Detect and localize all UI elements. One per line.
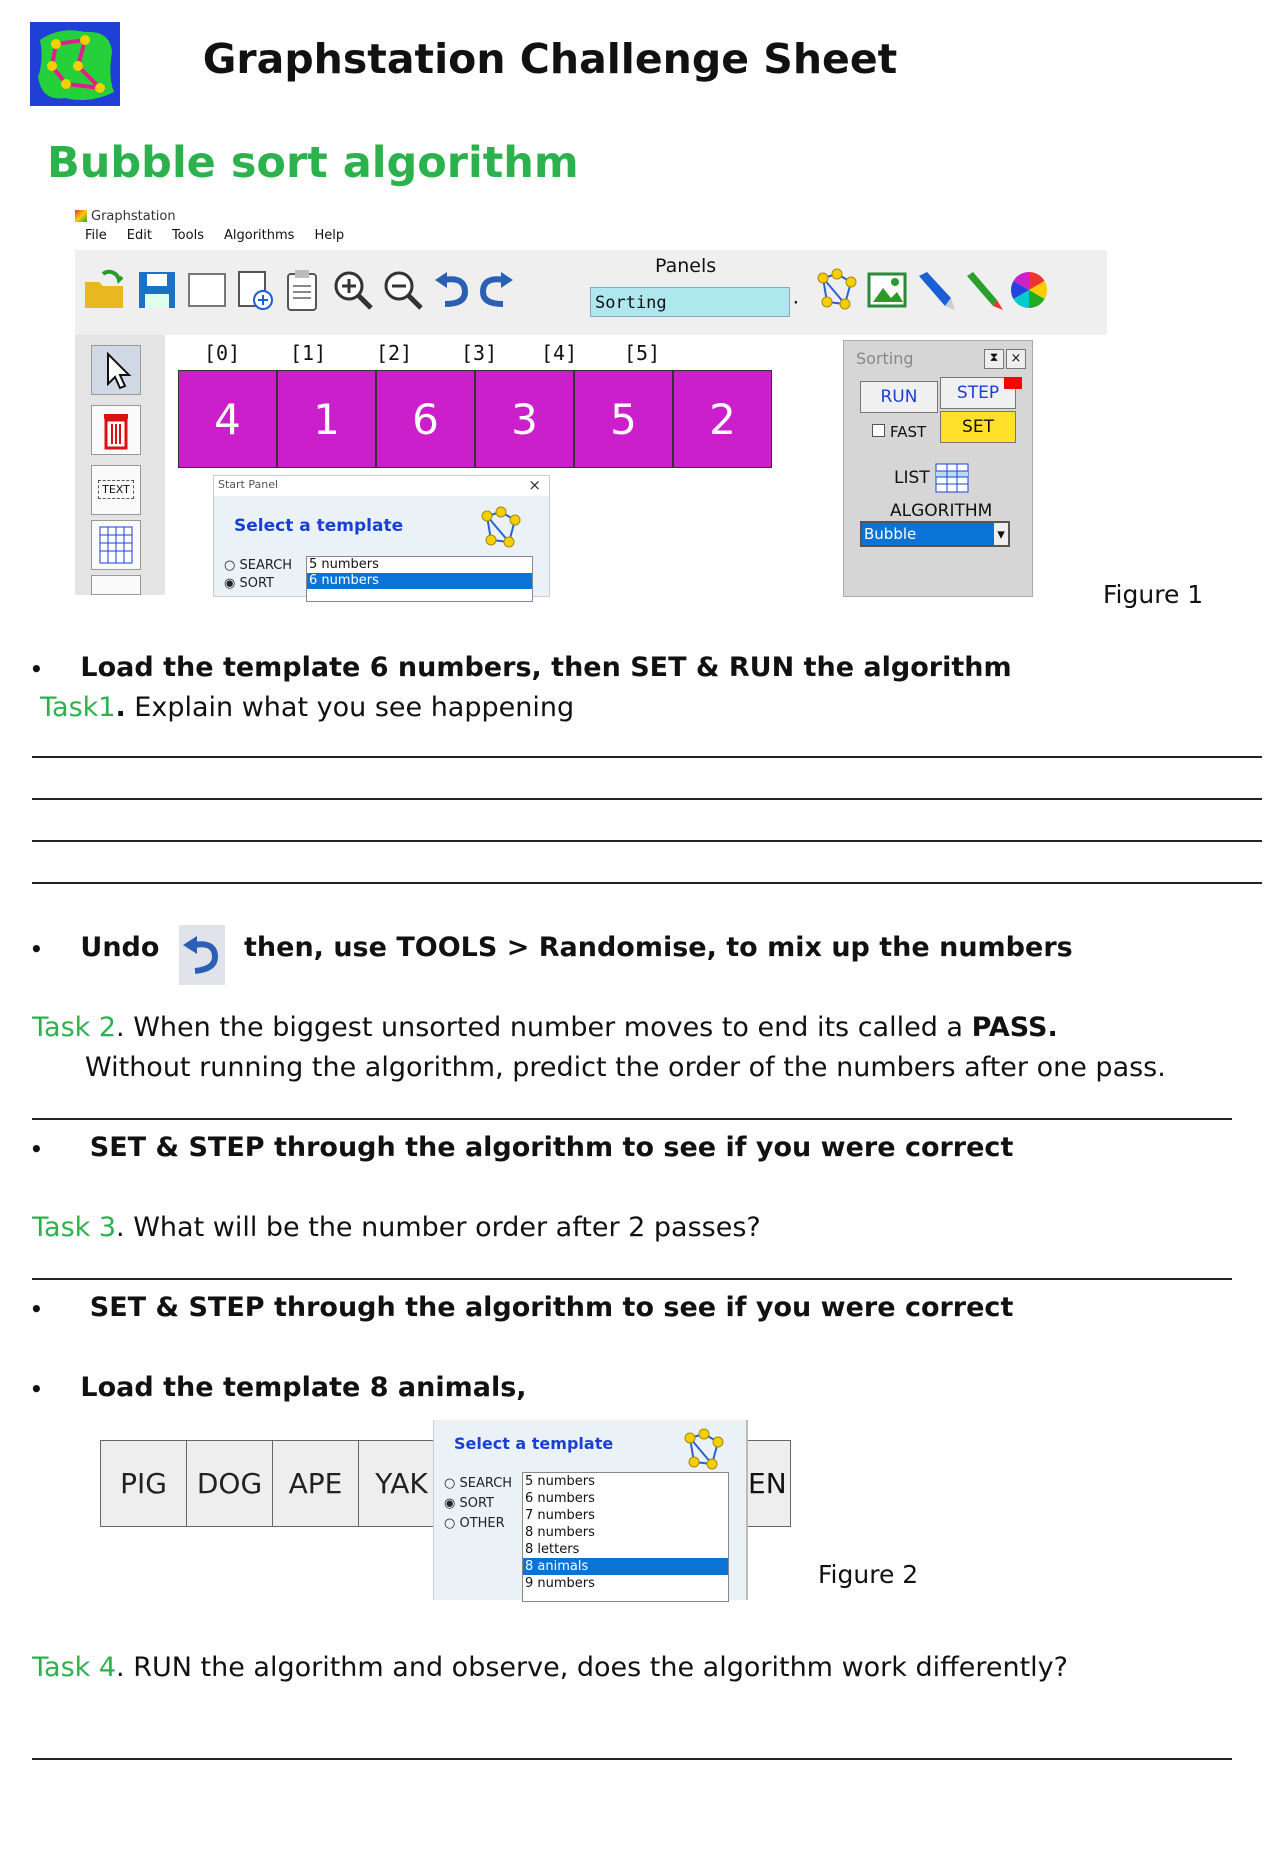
run-button[interactable]: RUN <box>860 381 938 413</box>
figure-2-screenshot <box>100 1420 800 1600</box>
menu-help[interactable]: Help <box>314 228 345 243</box>
list-table-icon <box>935 463 969 493</box>
graph-icon <box>479 506 523 550</box>
answer-line[interactable] <box>32 1758 1232 1760</box>
undo-icon <box>179 925 225 985</box>
save-icon[interactable] <box>135 268 179 312</box>
figure-1-screenshot <box>75 205 1107 595</box>
answer-line[interactable] <box>32 840 1262 842</box>
task-2: Task 2. When the biggest unsorted number moves to end its called a PASS. <box>32 1012 1058 1043</box>
menu-file[interactable]: File <box>85 228 107 243</box>
array-cell[interactable]: 6 <box>376 370 475 468</box>
list-item[interactable]: 8 numbers <box>525 1525 595 1540</box>
panels-label: Panels <box>655 255 717 277</box>
instruction-3: • SET & STEP through the algorithm to see if you were correct <box>30 1132 1014 1163</box>
animal-array <box>100 1440 446 1527</box>
table-tool[interactable] <box>91 520 141 570</box>
template-heading: Select a template <box>234 516 404 536</box>
zoom-out-icon[interactable] <box>381 268 425 312</box>
radio-sort[interactable]: ◉ SORT <box>224 576 274 591</box>
pen-green-icon[interactable] <box>961 268 1005 312</box>
zoom-in-icon[interactable] <box>331 268 375 312</box>
figure-1-caption: Figure 1 <box>1103 580 1204 609</box>
trash-icon <box>92 406 140 454</box>
undo-icon[interactable] <box>431 268 475 312</box>
list-item[interactable]: 6 numbers <box>525 1491 595 1506</box>
tool-sidebar <box>75 335 165 595</box>
radio-search[interactable]: ○ SEARCH <box>444 1476 513 1491</box>
start-panel-window <box>213 475 550 597</box>
set-button[interactable]: SET <box>940 411 1016 443</box>
radio-sort[interactable]: ◉ SORT <box>444 1496 494 1511</box>
task-2-line2: Without running the algorithm, predict the order of the numbers after one pass. <box>85 1052 1166 1083</box>
index-label: [3] <box>461 341 498 365</box>
array-cell-partial[interactable]: EN <box>748 1440 791 1527</box>
answer-line[interactable] <box>32 756 1262 758</box>
marker-blue-icon[interactable] <box>913 268 957 312</box>
task-1: Task1. Explain what you see happening <box>40 692 575 723</box>
array-cell[interactable]: 4 <box>178 370 277 468</box>
radio-other[interactable]: ○ OTHER <box>444 1516 505 1531</box>
array-cell[interactable]: DOG <box>187 1441 273 1526</box>
list-item[interactable]: 8 letters <box>525 1542 580 1557</box>
pointer-tool[interactable] <box>91 345 141 395</box>
array-cell[interactable]: 1 <box>277 370 376 468</box>
step-button[interactable]: STEP <box>940 377 1016 409</box>
text-tool[interactable]: TEXT <box>91 465 141 515</box>
algorithm-select[interactable]: Bubble ▾ <box>860 521 1010 547</box>
app-icon <box>75 210 87 222</box>
start-panel-title: Start Panel <box>218 478 279 491</box>
clipboard-icon[interactable] <box>280 268 324 312</box>
close-icon[interactable]: × <box>1006 349 1026 369</box>
instruction-2: • Undo <box>30 932 160 963</box>
array-cell[interactable]: PIG <box>101 1441 187 1526</box>
section-title: Bubble sort algorithm <box>47 138 579 188</box>
open-folder-icon[interactable] <box>83 268 127 312</box>
color-wheel-icon[interactable] <box>1007 268 1051 312</box>
list-item[interactable]: 7 numbers <box>525 1508 595 1523</box>
panels-select[interactable]: Sorting · <box>590 287 790 317</box>
task-4: Task 4. RUN the algorithm and observe, does the algorithm work differently? <box>32 1652 1068 1683</box>
list-item-selected[interactable]: 6 numbers <box>307 573 532 589</box>
close-icon[interactable]: × <box>528 476 541 494</box>
template-heading: Select a template <box>454 1434 614 1453</box>
figure-2-caption: Figure 2 <box>818 1560 919 1589</box>
radio-search[interactable]: ○ SEARCH <box>224 558 293 573</box>
template-selector <box>433 1420 748 1600</box>
instruction-1: • Load the template 6 numbers, then SET & RUN the algorithm <box>30 652 1012 683</box>
sorting-panel-header: Sorting <box>856 349 914 368</box>
start-panel-body <box>214 496 549 596</box>
index-label: [0] <box>204 341 241 365</box>
list-item[interactable]: 9 numbers <box>525 1576 595 1591</box>
sorting-panel <box>843 340 1033 597</box>
array-cell[interactable]: APE <box>273 1441 359 1526</box>
hourglass-icon[interactable]: ⧗ <box>984 349 1004 369</box>
menu-algorithms[interactable]: Algorithms <box>223 228 295 243</box>
template-list[interactable] <box>306 556 533 602</box>
list-label[interactable]: LIST <box>894 463 969 493</box>
app-titlebar: Graphstation <box>75 205 176 227</box>
graph-icon <box>682 1428 726 1472</box>
toolbar <box>75 250 1107 335</box>
answer-line[interactable] <box>32 882 1262 884</box>
page-title: Graphstation Challenge Sheet <box>202 35 898 83</box>
image-icon[interactable] <box>865 268 909 312</box>
task-3: Task 3. What will be the number order after 2 passes? <box>32 1212 761 1243</box>
checkbox-box <box>872 424 885 437</box>
list-item[interactable]: 5 numbers <box>309 557 379 572</box>
list-item-selected[interactable]: 8 animals <box>523 1558 728 1575</box>
instruction-4: • SET & STEP through the algorithm to see if you were correct <box>30 1292 1014 1323</box>
array-cell[interactable]: YAK <box>359 1441 445 1526</box>
array-cell[interactable]: 5 <box>574 370 673 468</box>
index-label: [5] <box>624 341 661 365</box>
redo-icon[interactable] <box>473 268 517 312</box>
template-list[interactable] <box>522 1472 729 1602</box>
answer-line[interactable] <box>32 1278 1232 1280</box>
new-blank-icon[interactable] <box>185 268 229 312</box>
instruction-5: • Load the template 8 animals, <box>30 1372 527 1403</box>
answer-line[interactable] <box>32 798 1262 800</box>
fast-checkbox[interactable]: FAST <box>872 423 926 441</box>
array-cell[interactable]: 2 <box>673 370 772 468</box>
abc-tool[interactable] <box>91 575 141 595</box>
index-label: [4] <box>541 341 578 365</box>
new-page-icon[interactable] <box>233 268 277 312</box>
array-cell[interactable]: 3 <box>475 370 574 468</box>
menu-edit[interactable]: Edit <box>126 228 152 243</box>
table-icon <box>92 521 140 569</box>
graph-icon[interactable] <box>815 268 859 312</box>
pointer-icon <box>92 346 140 394</box>
index-label: [1] <box>290 341 327 365</box>
instruction-2-rest: then, use TOOLS > Randomise, to mix up the numbers <box>244 932 1073 963</box>
index-label: [2] <box>376 341 413 365</box>
list-item[interactable]: 5 numbers <box>525 1474 595 1489</box>
menu-tools[interactable]: Tools <box>171 228 204 243</box>
algorithm-label: ALGORITHM <box>890 501 993 521</box>
status-indicator <box>1004 377 1022 389</box>
menu-bar <box>75 228 344 248</box>
delete-tool[interactable] <box>91 405 141 455</box>
answer-line[interactable] <box>32 1118 1232 1120</box>
